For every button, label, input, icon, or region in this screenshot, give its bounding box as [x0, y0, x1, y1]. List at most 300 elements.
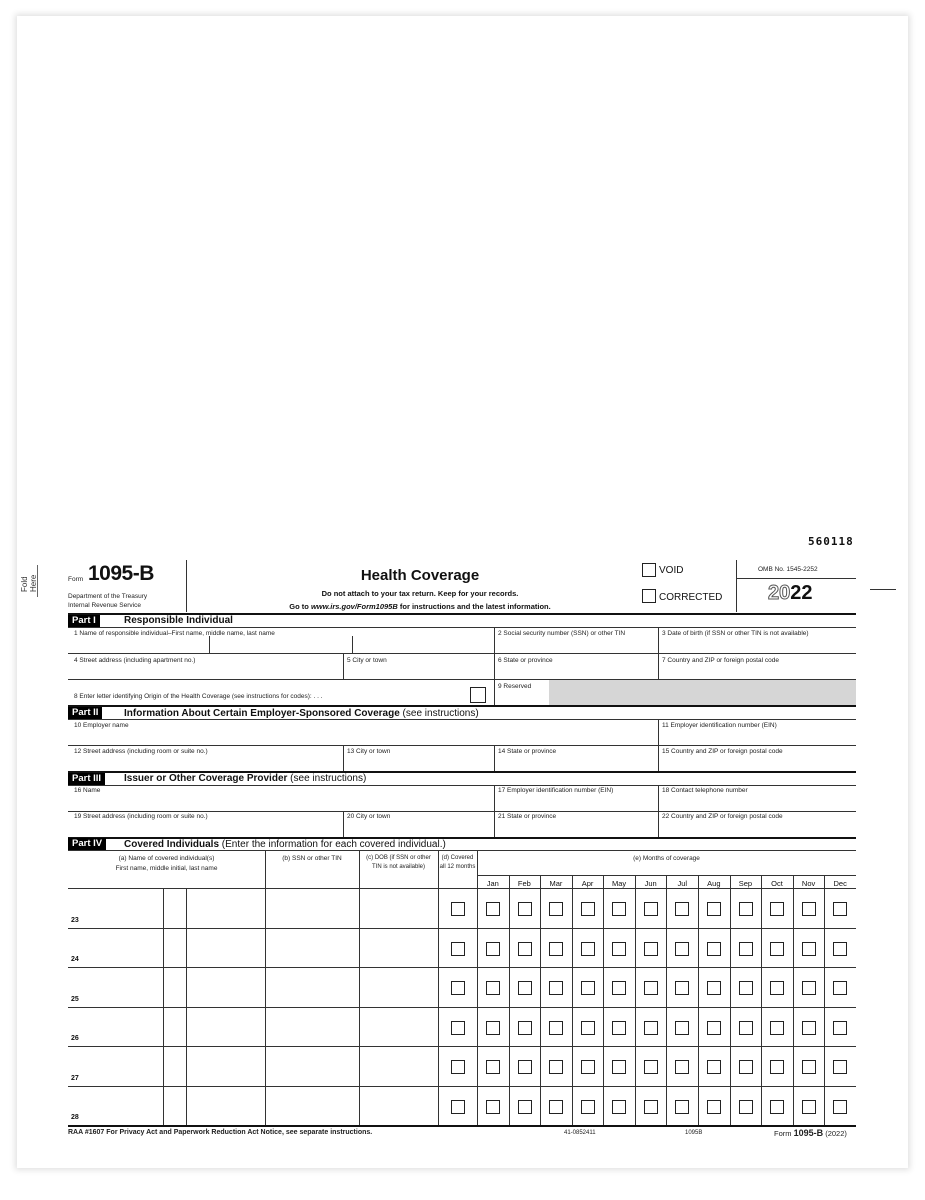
- month-cell-sep: [603, 967, 604, 1007]
- month-cell-sep: [635, 1046, 636, 1086]
- field-1-mid-sep2: [352, 636, 353, 653]
- cell-sep: [359, 1007, 360, 1047]
- corrected-label: CORRECTED: [659, 592, 723, 603]
- month-checkbox-nov[interactable]: [802, 1100, 816, 1114]
- cell-sep: [163, 1086, 164, 1126]
- month-cell-sep: [730, 888, 731, 928]
- cell-sep: [163, 928, 164, 968]
- month-cell-sep: [540, 1046, 541, 1086]
- month-cell-sep: [698, 1046, 699, 1086]
- field-20-label: 20 City or town: [347, 813, 391, 820]
- month-checkbox-mar[interactable]: [549, 1021, 563, 1035]
- row1-rule: [68, 653, 856, 654]
- tax-year-bold: 22: [790, 582, 813, 604]
- sep-17-18: [658, 785, 659, 811]
- covered-all-12-checkbox[interactable]: [451, 902, 465, 916]
- sep-19-20: [343, 811, 344, 837]
- month-checkbox-feb[interactable]: [518, 1021, 532, 1035]
- field-19-label: 19 Street address (including room or suite no.): [74, 813, 208, 820]
- month-cell-sep: [572, 967, 573, 1007]
- month-checkbox-jul[interactable]: [675, 1021, 689, 1035]
- cell-sep: [163, 967, 164, 1007]
- cell-sep: [163, 1046, 164, 1086]
- irs-link[interactable]: www.irs.gov/Form1095B: [310, 602, 398, 611]
- month-cell-sep: [509, 1046, 510, 1086]
- form-subtitle1: Do not attach to your tax return. Keep for your records.: [321, 589, 519, 598]
- month-checkbox-feb[interactable]: [518, 1060, 532, 1074]
- omb-underline: [736, 578, 856, 579]
- month-checkbox-dec[interactable]: [833, 1060, 847, 1074]
- corrected-checkbox[interactable]: [642, 589, 656, 603]
- field-13-label: 13 City or town: [347, 748, 391, 755]
- row-number: 27: [71, 1074, 79, 1082]
- field-1-mid-sep: [209, 636, 210, 653]
- cell-sep: [477, 967, 478, 1007]
- month-cell-sep: [793, 888, 794, 928]
- month-cell-sep: [698, 1086, 699, 1126]
- month-cell-sep: [540, 967, 541, 1007]
- sep-8-9: [494, 679, 495, 706]
- month-cell-sep: [793, 967, 794, 1007]
- month-checkbox-sep[interactable]: [739, 942, 753, 956]
- month-cell-sep: [666, 888, 667, 928]
- month-checkbox-dec[interactable]: [833, 902, 847, 916]
- month-checkbox-mar[interactable]: [549, 902, 563, 916]
- month-cell-sep: [603, 1007, 604, 1047]
- month-cell-sep: [666, 1046, 667, 1086]
- cell-sep: [359, 928, 360, 968]
- field-18-label: 18 Contact telephone number: [662, 787, 748, 794]
- dept-line1: Department of the Treasury: [68, 593, 148, 600]
- covered-all-12-checkbox[interactable]: [451, 942, 465, 956]
- month-checkbox-dec[interactable]: [833, 1100, 847, 1114]
- month-header-sep: [730, 875, 731, 888]
- column-header-sep: [438, 850, 439, 888]
- month-header-dec: Dec: [833, 879, 847, 888]
- month-checkbox-jan[interactable]: [486, 902, 500, 916]
- reserved-shade: [549, 680, 856, 705]
- cell-sep: [163, 1007, 164, 1047]
- month-checkbox-feb[interactable]: [518, 942, 532, 956]
- month-cell-sep: [603, 1086, 604, 1126]
- sep-16-17: [494, 785, 495, 811]
- month-checkbox-feb[interactable]: [518, 902, 532, 916]
- footer-form-prefix: Form: [774, 1129, 794, 1138]
- cell-sep: [438, 1007, 439, 1047]
- form-word: Form: [68, 576, 84, 583]
- field-8-label: 8 Enter letter identifying Origin of the Health Coverage (see instructions for codes): . . .: [74, 693, 323, 700]
- month-checkbox-feb[interactable]: [518, 981, 532, 995]
- month-header-apr: Apr: [581, 879, 594, 888]
- month-header-mar: Mar: [549, 879, 563, 888]
- cell-sep: [438, 967, 439, 1007]
- field-12-label: 12 Street address (including room or suite no.): [74, 748, 208, 755]
- col-a-header1: (a) Name of covered individual(s): [118, 855, 215, 862]
- part3-title-main: Issuer or Other Coverage Provider: [124, 773, 288, 784]
- month-checkbox-apr[interactable]: [581, 942, 595, 956]
- field-8-input[interactable]: [470, 687, 486, 703]
- month-checkbox-oct[interactable]: [770, 902, 784, 916]
- month-cell-sep: [572, 928, 573, 968]
- part4-bottom-rule: [68, 1125, 856, 1127]
- part3-row1-rule: [68, 811, 856, 812]
- col-b-header: (b) SSN or other TIN: [282, 855, 342, 862]
- month-checkbox-jul[interactable]: [675, 981, 689, 995]
- month-cell-sep: [793, 1086, 794, 1126]
- month-header-jun: Jun: [644, 879, 657, 888]
- month-cell-sep: [509, 967, 510, 1007]
- sep-20-21: [494, 811, 495, 837]
- month-cell-sep: [509, 888, 510, 928]
- month-checkbox-feb[interactable]: [518, 1100, 532, 1114]
- month-checkbox-dec[interactable]: [833, 981, 847, 995]
- cell-sep: [438, 888, 439, 928]
- cell-sep: [477, 888, 478, 928]
- month-checkbox-sep[interactable]: [739, 902, 753, 916]
- month-checkbox-oct[interactable]: [770, 1021, 784, 1035]
- month-cell-sep: [824, 967, 825, 1007]
- cell-sep: [186, 1086, 187, 1126]
- col-d-header2: all 12 months: [439, 864, 476, 870]
- tax-year: [768, 582, 813, 605]
- field-7-label: 7 Country and ZIP or foreign postal code: [662, 657, 779, 664]
- month-cell-sep: [635, 888, 636, 928]
- month-cell-sep: [635, 1086, 636, 1126]
- month-header-sep: [666, 875, 667, 888]
- month-checkbox-aug[interactable]: [707, 1021, 721, 1035]
- month-cell-sep: [824, 888, 825, 928]
- part2-title-rule: [68, 719, 856, 720]
- form-1095b: [68, 0, 856, 1200]
- month-header-sep: [540, 875, 541, 888]
- cell-sep: [265, 1046, 266, 1086]
- month-cell-sep: [540, 1086, 541, 1126]
- part2-title-main: Information About Certain Employer-Sponsored Coverage: [124, 708, 400, 719]
- cell-sep: [477, 1046, 478, 1086]
- cell-sep: [438, 1046, 439, 1086]
- tax-year-light: 20: [768, 582, 791, 604]
- subtitle2-prefix: Go to: [289, 602, 311, 611]
- month-header-may: May: [612, 879, 627, 888]
- field-2-label: 2 Social security number (SSN) or other TIN: [498, 630, 626, 637]
- dept-line2: Internal Revenue Service: [68, 602, 141, 609]
- month-cell-sep: [666, 1007, 667, 1047]
- cell-sep: [359, 967, 360, 1007]
- subtitle2-suffix: for instructions and the latest information.: [397, 602, 551, 611]
- month-cell-sep: [730, 1007, 731, 1047]
- month-checkbox-aug[interactable]: [707, 981, 721, 995]
- month-checkbox-jun[interactable]: [644, 1100, 658, 1114]
- month-cell-sep: [730, 967, 731, 1007]
- cell-sep: [163, 888, 164, 928]
- month-checkbox-jan[interactable]: [486, 1100, 500, 1114]
- month-checkbox-apr[interactable]: [581, 1100, 595, 1114]
- column-header-sep: [477, 850, 478, 888]
- month-header-sep: [793, 875, 794, 888]
- field-3-label: 3 Date of birth (if SSN or other TIN is not available): [662, 630, 809, 637]
- month-cell-sep: [603, 928, 604, 968]
- month-cell-sep: [509, 928, 510, 968]
- form-title: Health Coverage: [360, 567, 480, 584]
- month-header-sep: [635, 875, 636, 888]
- month-checkbox-oct[interactable]: [770, 942, 784, 956]
- cell-sep: [186, 928, 187, 968]
- header-divider-right: [736, 560, 737, 612]
- field-10-label: 10 Employer name: [74, 722, 129, 729]
- fold-label: Fold Here: [20, 574, 38, 592]
- field-22-label: 22 Country and ZIP or foreign postal code: [662, 813, 783, 820]
- month-cell-sep: [793, 1046, 794, 1086]
- month-cell-sep: [793, 928, 794, 968]
- month-checkbox-aug[interactable]: [707, 902, 721, 916]
- month-header-sep: [824, 875, 825, 888]
- month-checkbox-may[interactable]: [612, 1060, 626, 1074]
- fold-line-right: [870, 589, 896, 590]
- field-6-label: 6 State or province: [498, 657, 553, 664]
- covered-all-12-checkbox[interactable]: [451, 1021, 465, 1035]
- month-checkbox-nov[interactable]: [802, 981, 816, 995]
- col-e-header: (e) Months of coverage: [633, 855, 700, 862]
- omb-number: OMB No. 1545-2252: [758, 566, 818, 573]
- footer-form-year: (2022): [823, 1129, 847, 1138]
- row-number: 26: [71, 1035, 79, 1042]
- month-header-jul: Jul: [677, 879, 688, 888]
- covered-all-12-checkbox[interactable]: [451, 1100, 465, 1114]
- footer-notice: RAA #1607 For Privacy Act and Paperwork Reduction Act Notice, see separate instructions.: [68, 1129, 373, 1136]
- month-cell-sep: [698, 967, 699, 1007]
- month-header-sep: Sep: [738, 879, 753, 888]
- month-checkbox-jun[interactable]: [644, 902, 658, 916]
- month-checkbox-jul[interactable]: [675, 1060, 689, 1074]
- month-checkbox-oct[interactable]: [770, 1060, 784, 1074]
- part1-title-rule: [68, 627, 856, 628]
- field-11-label: 11 Employer identification number (EIN): [662, 722, 777, 729]
- part4-title-rule: [68, 850, 856, 851]
- month-cell-sep: [824, 928, 825, 968]
- month-checkbox-aug[interactable]: [707, 1060, 721, 1074]
- cell-sep: [477, 1086, 478, 1126]
- month-cell-sep: [761, 967, 762, 1007]
- cell-sep: [186, 1007, 187, 1047]
- month-checkbox-nov[interactable]: [802, 1021, 816, 1035]
- part4-title-note: (Enter the information for each covered individual.): [219, 839, 446, 850]
- month-checkbox-jul[interactable]: [675, 1100, 689, 1114]
- month-header-jan: Jan: [486, 879, 499, 888]
- footer-form: [774, 1128, 847, 1138]
- month-checkbox-mar[interactable]: [549, 1060, 563, 1074]
- col-c-header2: TIN is not available): [371, 864, 426, 870]
- month-cell-sep: [730, 1086, 731, 1126]
- month-cell-sep: [666, 1086, 667, 1126]
- month-checkbox-apr[interactable]: [581, 1021, 595, 1035]
- void-label: VOID: [659, 565, 684, 576]
- month-checkbox-apr[interactable]: [581, 902, 595, 916]
- month-checkbox-jan[interactable]: [486, 981, 500, 995]
- month-cell-sep: [824, 1046, 825, 1086]
- part1-bottom-rule: [68, 705, 856, 707]
- month-checkbox-jul[interactable]: [675, 902, 689, 916]
- void-checkbox[interactable]: [642, 563, 656, 577]
- month-cell-sep: [793, 1007, 794, 1047]
- col-a-header2: First name, middle initial, last name: [115, 865, 218, 872]
- field-21-label: 21 State or province: [498, 813, 557, 820]
- month-checkbox-sep[interactable]: [739, 981, 753, 995]
- row-number: 25: [71, 995, 79, 1003]
- month-checkbox-dec[interactable]: [833, 1021, 847, 1035]
- cell-sep: [359, 888, 360, 928]
- cell-sep: [265, 928, 266, 968]
- month-cell-sep: [572, 1086, 573, 1126]
- covered-all-12-checkbox[interactable]: [451, 981, 465, 995]
- barcode-number: 560118: [808, 535, 854, 548]
- cell-sep: [265, 888, 266, 928]
- cell-sep: [477, 928, 478, 968]
- month-checkbox-mar[interactable]: [549, 1100, 563, 1114]
- cell-sep: [359, 1046, 360, 1086]
- month-checkbox-may[interactable]: [612, 1100, 626, 1114]
- form-subtitle2: [238, 602, 602, 611]
- cell-sep: [359, 1086, 360, 1126]
- month-header-sep: [761, 875, 762, 888]
- column-header-sep: [359, 850, 360, 888]
- month-checkbox-may[interactable]: [612, 902, 626, 916]
- month-header-nov: Nov: [801, 879, 816, 888]
- month-checkbox-jul[interactable]: [675, 942, 689, 956]
- part3-tag: Part III: [68, 773, 105, 785]
- month-cell-sep: [666, 928, 667, 968]
- part1-tag: Part I: [68, 615, 100, 627]
- month-checkbox-nov[interactable]: [802, 902, 816, 916]
- fold-mark: [37, 565, 38, 597]
- column-header-sep: [265, 850, 266, 888]
- month-header-sep: [698, 875, 699, 888]
- month-cell-sep: [509, 1007, 510, 1047]
- month-cell-sep: [572, 1046, 573, 1086]
- month-checkbox-jan[interactable]: [486, 942, 500, 956]
- month-checkbox-apr[interactable]: [581, 981, 595, 995]
- month-checkbox-dec[interactable]: [833, 942, 847, 956]
- month-header-sep: [603, 875, 604, 888]
- month-cell-sep: [540, 888, 541, 928]
- month-checkbox-jan[interactable]: [486, 1021, 500, 1035]
- field-9-label: 9 Reserved: [498, 683, 532, 690]
- month-cell-sep: [824, 1007, 825, 1047]
- part2-row1-rule: [68, 745, 856, 746]
- month-cell-sep: [698, 1007, 699, 1047]
- month-checkbox-may[interactable]: [612, 981, 626, 995]
- month-header-aug: Aug: [707, 879, 721, 888]
- month-checkbox-may[interactable]: [612, 1021, 626, 1035]
- sep-13-14: [494, 745, 495, 771]
- month-cell-sep: [698, 888, 699, 928]
- cell-sep: [186, 888, 187, 928]
- month-checkbox-oct[interactable]: [770, 981, 784, 995]
- field-16-label: 16 Name: [74, 787, 101, 794]
- part4-title-main: Covered Individuals: [124, 839, 220, 850]
- footer-code: 1095B: [685, 1130, 703, 1136]
- field-14-label: 14 State or province: [498, 748, 557, 755]
- month-checkbox-jun[interactable]: [644, 981, 658, 995]
- month-checkbox-sep[interactable]: [739, 1021, 753, 1035]
- footer-form-number: 1095-B: [793, 1128, 824, 1138]
- sep-14-15: [658, 745, 659, 771]
- part2-tag: Part II: [68, 707, 102, 719]
- month-checkbox-aug[interactable]: [707, 942, 721, 956]
- month-cell-sep: [603, 888, 604, 928]
- part1-title: Responsible Individual: [124, 615, 233, 626]
- sep-21-22: [658, 811, 659, 837]
- cell-sep: [438, 928, 439, 968]
- month-checkbox-jun[interactable]: [644, 942, 658, 956]
- month-checkbox-sep[interactable]: [739, 1060, 753, 1074]
- month-cell-sep: [730, 1046, 731, 1086]
- cell-sep: [265, 967, 266, 1007]
- month-checkbox-jun[interactable]: [644, 1060, 658, 1074]
- part4-tag: Part IV: [68, 838, 106, 850]
- month-header-oct: Oct: [771, 879, 783, 888]
- month-header-sep: [572, 875, 573, 888]
- month-cell-sep: [635, 928, 636, 968]
- month-cell-sep: [698, 928, 699, 968]
- part3-title: [124, 773, 366, 785]
- month-checkbox-nov[interactable]: [802, 942, 816, 956]
- cell-sep: [477, 1007, 478, 1047]
- sep-10-11: [658, 719, 659, 745]
- month-cell-sep: [761, 1086, 762, 1126]
- month-checkbox-oct[interactable]: [770, 1100, 784, 1114]
- month-cell-sep: [730, 928, 731, 968]
- month-checkbox-aug[interactable]: [707, 1100, 721, 1114]
- col-c-header1: (c) DOB (if SSN or other: [366, 855, 431, 861]
- month-cell-sep: [761, 888, 762, 928]
- row-number: 23: [71, 916, 79, 924]
- field-1-label: 1 Name of responsible individual–First name, middle name, last name: [74, 630, 275, 637]
- month-cell-sep: [761, 1046, 762, 1086]
- month-header-feb: Feb: [517, 879, 531, 888]
- month-cell-sep: [666, 967, 667, 1007]
- cell-sep: [186, 1046, 187, 1086]
- part2-title-note: (see instructions): [399, 708, 479, 719]
- month-checkbox-mar[interactable]: [549, 942, 563, 956]
- form-number: 1095-B: [88, 562, 154, 585]
- cell-sep: [265, 1007, 266, 1047]
- row-number: 24: [71, 956, 79, 963]
- month-cell-sep: [572, 888, 573, 928]
- month-checkbox-jan[interactable]: [486, 1060, 500, 1074]
- month-checkbox-jun[interactable]: [644, 1021, 658, 1035]
- month-checkbox-mar[interactable]: [549, 981, 563, 995]
- footer-cat: 41-0852411: [564, 1130, 596, 1136]
- month-cell-sep: [540, 928, 541, 968]
- month-checkbox-sep[interactable]: [739, 1100, 753, 1114]
- month-cell-sep: [572, 1007, 573, 1047]
- month-cell-sep: [635, 967, 636, 1007]
- field-4-label: 4 Street address (including apartment no.): [74, 657, 196, 664]
- sep-12-13: [343, 745, 344, 771]
- month-checkbox-nov[interactable]: [802, 1060, 816, 1074]
- row-number: 28: [71, 1114, 79, 1121]
- field-15-label: 15 Country and ZIP or foreign postal code: [662, 748, 783, 755]
- covered-all-12-checkbox[interactable]: [451, 1060, 465, 1074]
- cell-sep: [438, 1086, 439, 1126]
- month-cell-sep: [603, 1046, 604, 1086]
- month-checkbox-apr[interactable]: [581, 1060, 595, 1074]
- part3-title-note: (see instructions): [287, 773, 367, 784]
- field-17-label: 17 Employer identification number (EIN): [498, 787, 614, 794]
- part3-title-rule: [68, 785, 856, 786]
- month-cell-sep: [509, 1086, 510, 1126]
- month-checkbox-may[interactable]: [612, 942, 626, 956]
